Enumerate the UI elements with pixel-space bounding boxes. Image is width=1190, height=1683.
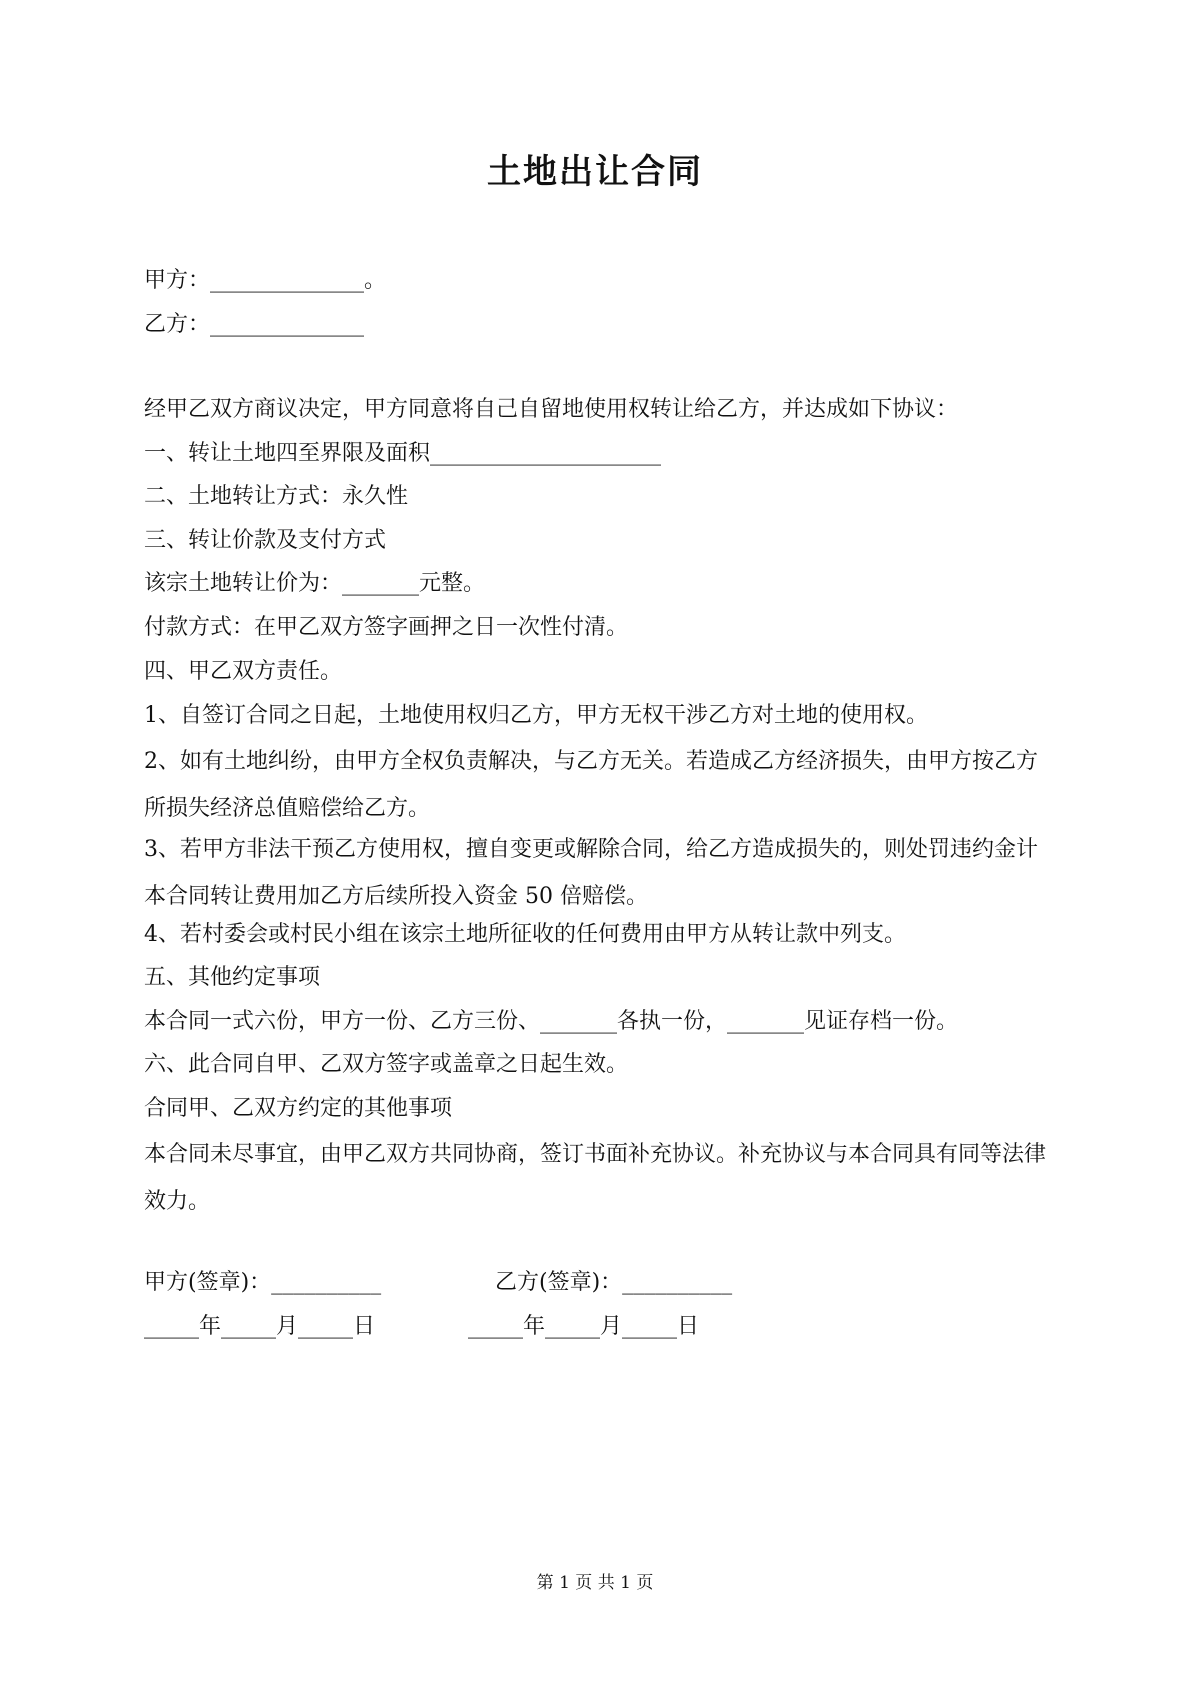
section-4-heading: 四、甲乙双方责任。	[144, 659, 343, 684]
responsibility-4: 4、若村委会或村民小组在该宗土地所征收的任何费用由甲方从转让款中列支。	[144, 922, 906, 947]
section-6-heading: 六、此合同自甲、乙双方签字或盖章之日起生效。	[144, 1052, 629, 1077]
document-title: 土地出让合同	[487, 152, 703, 192]
section-3-heading: 三、转让价款及支付方式	[144, 528, 387, 553]
party-a-line: 甲方：______________。	[144, 268, 387, 293]
page-footer: 第 1 页 共 1 页	[536, 1573, 654, 1593]
section-5-heading: 五、其他约定事项	[144, 965, 321, 990]
section-1-heading: 一、转让土地四至界限及面积_____________________	[144, 441, 662, 466]
party-a-date: _____年_____月_____日	[144, 1314, 376, 1339]
price-line: 该宗土地转让价为：_______元整。	[144, 571, 486, 596]
other-matters-text: 本合同未尽事宜，由甲乙双方共同协商，签订书面补充协议。补充协议与本合同具有同等法律效力。	[144, 1142, 1047, 1214]
party-b-signature: 乙方(签章)：__________	[495, 1270, 733, 1295]
party-a-signature: 甲方(签章)：__________	[144, 1270, 382, 1295]
responsibility-1: 1、自签订合同之日起，土地使用权归乙方，甲方无权干涉乙方对土地的使用权。	[144, 703, 928, 728]
section-2-heading: 二、土地转让方式：永久性	[144, 484, 409, 509]
responsibility-2: 2、如有土地纠纷，由甲方全权负责解决，与乙方无关。若造成乙方经济损失，由甲方按乙方所损失经济总值赔偿给乙方。	[144, 749, 1039, 821]
party-b-line: 乙方：______________	[144, 312, 365, 337]
payment-line: 付款方式：在甲乙双方签字画押之日一次性付清。	[144, 615, 629, 640]
other-matters-heading: 合同甲、乙双方约定的其他事项	[144, 1096, 453, 1121]
copies-line: 本合同一式六份，甲方一份、乙方三份、_______各执一份，_______见证存档一份。	[144, 1009, 959, 1034]
party-b-date: _____年_____月_____日	[468, 1314, 700, 1339]
intro-text: 经甲乙双方商议决定，甲方同意将自己自留地使用权转让给乙方，并达成如下协议：	[144, 397, 959, 422]
responsibility-3: 3、若甲方非法干预乙方使用权，擅自变更或解除合同，给乙方造成损失的，则处罚违约金计本合同转让费用加乙方后续所投入资金 50 倍赔偿。	[144, 837, 1039, 909]
